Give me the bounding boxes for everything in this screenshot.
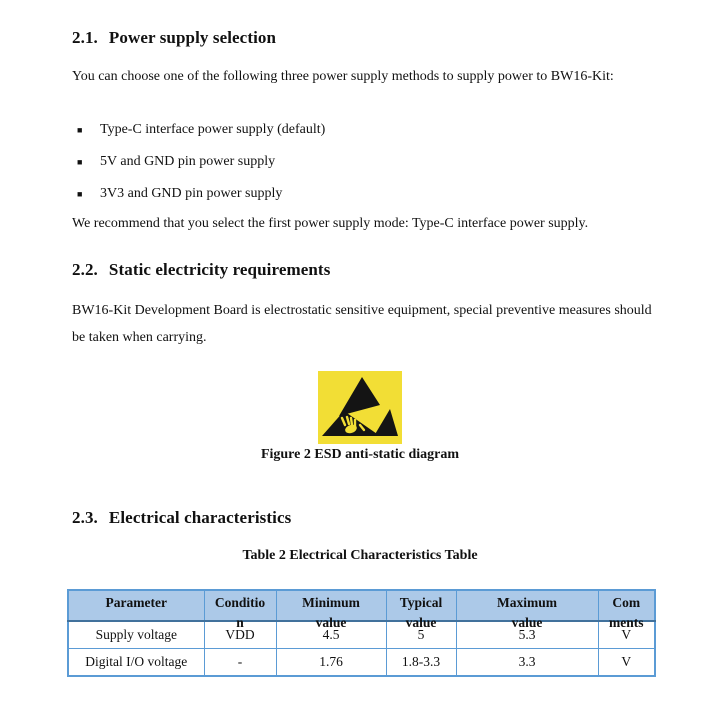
esd-figure <box>0 371 720 463</box>
cell-unit: V <box>598 649 655 677</box>
section-title: Electrical characteristics <box>108 508 292 527</box>
list-item <box>72 114 656 146</box>
bullet-text: 3V3 and GND pin power supply <box>100 186 283 201</box>
section-number: 2.1. <box>72 28 98 47</box>
table-caption: Table 2 Electrical Characteristics Table <box>242 548 478 563</box>
square-bullet-icon: ■ <box>77 156 83 167</box>
electrical-characteristics-table <box>67 589 656 677</box>
header-condition: Conditio n <box>204 590 276 621</box>
header-maximum-value: Maximum value <box>456 590 598 621</box>
cell-maximum: 5.3 <box>456 621 598 649</box>
cell-minimum: 4.5 <box>276 621 386 649</box>
static-electricity-paragraph: BW16-Kit Development Board is electrostatic sensitive equipment, special preventive measures should be taken when carrying. <box>72 303 652 345</box>
cell-unit: V <box>598 621 655 649</box>
section-number: 2.2. <box>72 260 98 279</box>
table-row <box>68 621 655 649</box>
cell-minimum: 1.76 <box>276 649 386 677</box>
square-bullet-icon: ■ <box>77 124 83 135</box>
figure-caption: Figure 2 ESD anti-static diagram <box>260 447 460 462</box>
section-heading-electrical-characteristics <box>72 508 656 528</box>
square-bullet-icon: ■ <box>77 188 83 199</box>
bullet-text: 5V and GND pin power supply <box>100 154 276 169</box>
section-title: Power supply selection <box>108 28 277 47</box>
section-number: 2.3. <box>72 508 98 527</box>
table-row <box>68 649 655 677</box>
bullet-text: Type-C interface power supply (default) <box>100 122 326 137</box>
esd-warning-hand-triangle-icon <box>318 371 402 444</box>
header-comments: Com ments <box>598 590 655 621</box>
power-supply-recommendation: We recommend that you select the first power supply mode: Type-C interface power supply. <box>72 216 589 231</box>
cell-typical: 5 <box>386 621 456 649</box>
power-supply-intro-paragraph: You can choose one of the following three power supply methods to supply power to BW16-Kit: <box>72 69 614 84</box>
header-typical-value: Typical value <box>386 590 456 621</box>
cell-parameter: Digital I/O voltage <box>68 649 204 677</box>
section-heading-power-supply <box>72 28 656 48</box>
list-item <box>72 146 656 178</box>
cell-maximum: 3.3 <box>456 649 598 677</box>
section-title: Static electricity requirements <box>108 260 331 279</box>
table-header-row <box>68 590 655 621</box>
section-heading-static-electricity <box>72 260 656 280</box>
cell-condition: VDD <box>204 621 276 649</box>
header-minimum-value: Minimum value <box>276 590 386 621</box>
cell-typical: 1.8-3.3 <box>386 649 456 677</box>
cell-parameter: Supply voltage <box>68 621 204 649</box>
cell-condition: - <box>204 649 276 677</box>
power-supply-bullet-list <box>72 114 656 210</box>
list-item <box>72 178 656 210</box>
header-parameter: Parameter <box>68 590 204 621</box>
